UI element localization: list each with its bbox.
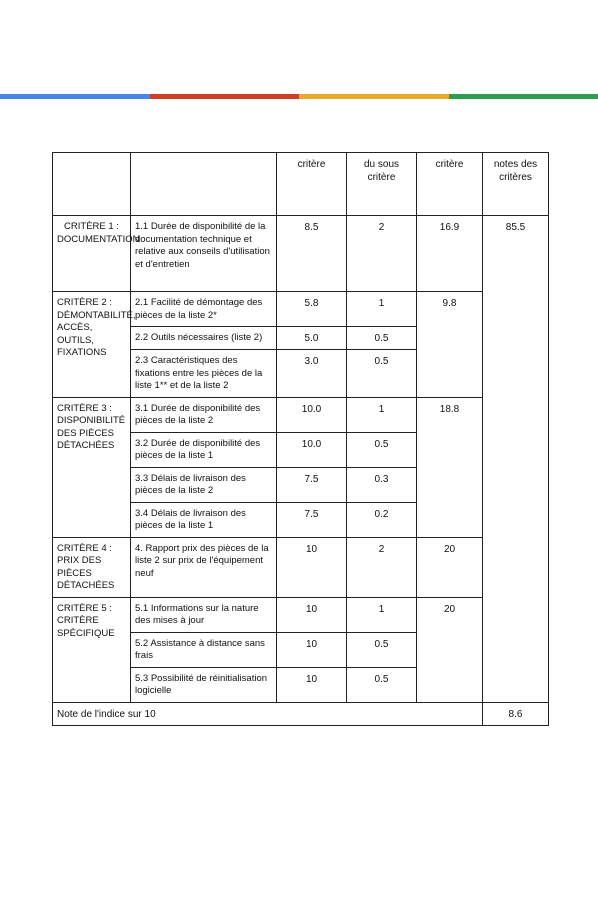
subcriterion-label: 3.2 Durée de disponibilité des pièces de la liste 1: [131, 432, 277, 467]
subcriterion-score: 10: [277, 632, 347, 667]
footer-score: 8.6: [483, 702, 549, 725]
criterion-1-name: CRITÈRE 1 : DOCUMENTATION: [53, 216, 131, 292]
header-row: [53, 153, 549, 216]
subcriterion-score: 10: [277, 597, 347, 632]
criterion-total: 20: [417, 597, 483, 702]
criterion-total: 20: [417, 537, 483, 597]
subcriterion-label: 3.3 Délais de livraison des pièces de la liste 2: [131, 467, 277, 502]
subcriterion-score: 5.8: [277, 292, 347, 327]
header-cell-subcriterion: [131, 153, 277, 216]
criterion-total: 16.9: [417, 216, 483, 292]
header-cell-criterion-total: critère: [417, 153, 483, 216]
header-cell-score: critère: [277, 153, 347, 216]
criterion-total: 9.8: [417, 292, 483, 398]
subcriterion-score: 7.5: [277, 467, 347, 502]
table-row: [53, 292, 549, 327]
subcriterion-score: 10: [277, 537, 347, 597]
table-row: [53, 216, 549, 292]
subcriterion-coefficient: 1: [347, 597, 417, 632]
subcriterion-label: 3.4 Délais de livraison des pièces de la liste 1: [131, 502, 277, 537]
subcriterion-label: 5.3 Possibilité de réinitialisation logicielle: [131, 667, 277, 702]
subcriterion-score: 3.0: [277, 350, 347, 398]
notes-total: 85.5: [483, 216, 549, 703]
subcriterion-coefficient: 0.5: [347, 350, 417, 398]
footer-label: Note de l'indice sur 10: [53, 702, 483, 725]
repairability-score-table: [52, 152, 549, 726]
subcriterion-coefficient: 0.2: [347, 502, 417, 537]
criterion-4-name: CRITÈRE 4 : PRIX DES PIÈCES DÉTACHÉES: [53, 537, 131, 597]
subcriterion-label: 2.1 Facilité de démontage des pièces de la liste 2*: [131, 292, 277, 327]
subcriterion-score: 10: [277, 667, 347, 702]
stripe-green: [449, 94, 598, 99]
subcriterion-label: 5.1 Informations sur la nature des mises à jour: [131, 597, 277, 632]
subcriterion-label: 1.1 Durée de disponibilité de la documentation technique et relative aux conseils d'utilisation et d'entretien: [131, 216, 277, 292]
subcriterion-coefficient: 0.3: [347, 467, 417, 502]
criterion-2-name: CRITÈRE 2 : DÉMONTABILITÉ, ACCÈS, OUTILS, FIXATIONS: [53, 292, 131, 398]
subcriterion-score: 7.5: [277, 502, 347, 537]
subcriterion-coefficient: 0.5: [347, 432, 417, 467]
subcriterion-coefficient: 1: [347, 292, 417, 327]
color-stripe: [0, 94, 598, 99]
subcriterion-score: 5.0: [277, 327, 347, 350]
subcriterion-label: 3.1 Durée de disponibilité des pièces de la liste 2: [131, 397, 277, 432]
table-row: [53, 537, 549, 597]
subcriterion-coefficient: 0.5: [347, 632, 417, 667]
subcriterion-label: 4. Rapport prix des pièces de la liste 2 sur prix de l'équipement neuf: [131, 537, 277, 597]
subcriterion-label: 5.2 Assistance à distance sans frais: [131, 632, 277, 667]
criterion-total: 18.8: [417, 397, 483, 537]
header-cell-criterion: [53, 153, 131, 216]
header-cell-notes: notes des critères: [483, 153, 549, 216]
stripe-yellow: [299, 94, 449, 99]
stripe-red: [150, 94, 300, 99]
subcriterion-coefficient: 2: [347, 216, 417, 292]
subcriterion-label: 2.2 Outils nécessaires (liste 2): [131, 327, 277, 350]
subcriterion-score: 10.0: [277, 432, 347, 467]
subcriterion-coefficient: 0.5: [347, 667, 417, 702]
subcriterion-coefficient: 1: [347, 397, 417, 432]
subcriterion-score: 8.5: [277, 216, 347, 292]
subcriterion-label: 2.3 Caractéristiques des fixations entre les pièces de la liste 1** et de la liste 2: [131, 350, 277, 398]
header-cell-coefficient: du sous critère: [347, 153, 417, 216]
table-row: [53, 597, 549, 632]
footer-row: [53, 702, 549, 725]
stripe-blue: [0, 94, 150, 99]
subcriterion-coefficient: 2: [347, 537, 417, 597]
subcriterion-coefficient: 0.5: [347, 327, 417, 350]
subcriterion-score: 10.0: [277, 397, 347, 432]
criterion-5-name: CRITÈRE 5 : CRITÈRE SPÉCIFIQUE: [53, 597, 131, 702]
table-row: [53, 397, 549, 432]
criterion-3-name: CRITÈRE 3 : DISPONIBILITÉ DES PIÈCES DÉTACHÉES: [53, 397, 131, 537]
